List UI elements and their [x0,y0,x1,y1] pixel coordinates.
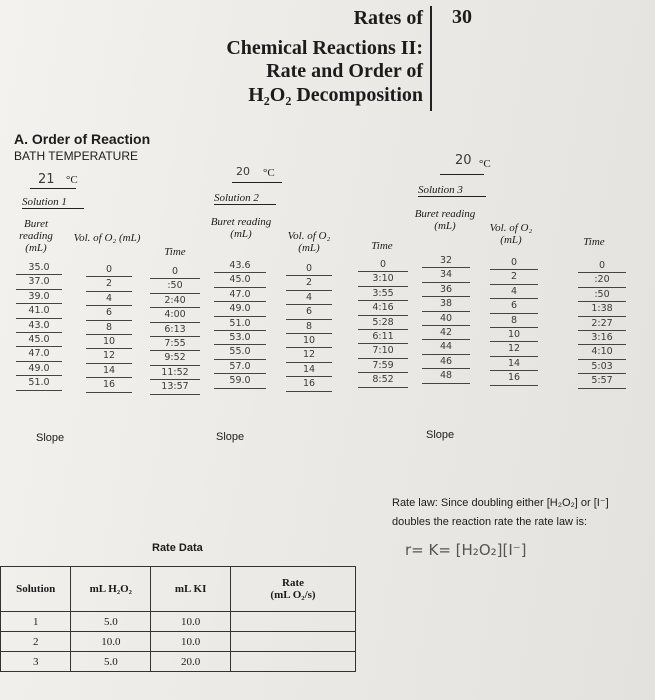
solution-3-vol-cell: 4 [490,285,538,299]
solution-3-buret-cell: 48 [422,369,470,383]
solution-3-vol-cell: 6 [490,299,538,313]
solution-3-label: Solution 3 [418,184,486,197]
solution-2-volume-column [286,262,332,392]
title-line-1: Rates of [353,7,423,29]
solution-1-time-cell: :50 [150,279,200,293]
solution-1-time-cell: 4:00 [150,308,200,322]
solution-2-time-cell: 0 [358,258,408,272]
solution-2-time-cell: 3:10 [358,272,408,286]
solution-2-time-cell: 7:10 [358,344,408,358]
rate-header-ml-ki: mL KI [151,567,231,612]
solution-3-buret-cell: 46 [422,355,470,369]
col-header-buret-3: Buret reading (mL) [414,208,476,232]
solution-2-vol-cell: 12 [286,348,332,362]
solution-3-vol-cell: 0 [490,256,538,270]
solution-1-buret-cell: 47.0 [16,347,62,361]
solution-3-time-cell: :20 [578,273,626,287]
solution-2-buret-cell: 55.0 [214,345,266,359]
rate-row [1,612,356,632]
solution-1-time-cell: 13:57 [150,380,200,394]
col-header-vol-2: Vol. of O₂ (mL) [287,230,331,254]
solution-3-buret-cell: 34 [422,268,470,282]
solution-1-vol-cell: 10 [86,335,132,349]
temp-2-unit: °C [263,167,275,179]
solution-3-time-cell: :50 [578,288,626,302]
rate-header-rate [231,567,356,612]
col-header-buret-2: Buret reading (mL) [210,216,272,240]
solution-2-buret-cell: 45.0 [214,273,266,287]
temp-1-blank [30,188,76,189]
solution-2-vol-cell: 14 [286,363,332,377]
solution-2-time-cell: 4:16 [358,301,408,315]
rate-header-rate-label: Rate [282,577,305,589]
rate-header-rate-unit: (mL O₂/s) [270,589,316,601]
col-header-vol-1: Vol. of O₂ (mL) [73,232,141,244]
section-heading: A. Order of Reaction [14,131,151,147]
solution-3-vol-cell: 12 [490,342,538,356]
solution-1-volume-column [86,263,132,393]
rate-cell: 20.0 [151,652,231,672]
temp-3-unit: °C [479,158,491,170]
solution-3-buret-column [422,254,470,384]
rate-header-ml-h2o2: mL H₂O₂ [71,567,151,612]
solution-3-time-cell: 3:16 [578,331,626,345]
solution-1-time-cell: 2:40 [150,294,200,308]
solution-3-time-cell: 2:27 [578,317,626,331]
solution-2-time-cell: 5:28 [358,316,408,330]
rate-cell [231,652,356,672]
rate-cell: 10.0 [71,632,151,652]
temp-3-value: 20 [455,153,472,168]
temp-2-blank [232,182,282,183]
slope-label-3: Slope [426,429,455,441]
solution-1-vol-cell: 6 [86,306,132,320]
solution-2-buret-cell: 53.0 [214,331,266,345]
solution-1-time-cell: 11:52 [150,366,200,380]
temp-1-value: 21 [38,172,55,187]
col-header-time-1: Time [164,246,186,258]
col-header-buret-1: Buret reading (mL) [19,218,53,254]
rate-law-answer: r= K= [H₂O₂][I⁻] [405,541,527,559]
solution-2-vol-cell: 10 [286,334,332,348]
title-line-2: Chemical Reactions II: [226,37,423,59]
rate-cell: 5.0 [71,612,151,632]
solution-3-buret-cell: 44 [422,340,470,354]
solution-2-vol-cell: 4 [286,291,332,305]
solution-3-time-cell: 0 [578,259,626,273]
temp-2-value: 20 [236,165,250,178]
solution-1-time-column [150,265,200,395]
rate-data-table [0,566,356,672]
solution-1-label: Solution 1 [22,196,84,209]
slope-label-2: Slope [216,431,245,443]
solution-2-time-cell: 6:11 [358,330,408,344]
rate-cell: 10.0 [151,612,231,632]
solution-3-buret-cell: 38 [422,297,470,311]
solution-2-vol-cell: 2 [286,276,332,290]
solution-3-vol-cell: 2 [490,270,538,284]
solution-2-label: Solution 2 [214,192,276,205]
solution-1-vol-cell: 2 [86,277,132,291]
solution-1-vol-cell: 14 [86,364,132,378]
solution-3-vol-cell: 10 [490,328,538,342]
solution-2-time-cell: 3:55 [358,287,408,301]
col-header-time-2: Time [371,240,393,252]
solution-2-vol-cell: 6 [286,305,332,319]
solution-3-buret-cell: 32 [422,254,470,268]
rate-header-solution: Solution [1,567,71,612]
solution-1-buret-cell: 39.0 [16,290,62,304]
solution-2-buret-cell: 57.0 [214,360,266,374]
solution-1-time-cell: 9:52 [150,351,200,365]
solution-2-vol-cell: 0 [286,262,332,276]
rate-row [1,652,356,672]
solution-2-vol-cell: 8 [286,320,332,334]
solution-2-vol-cell: 16 [286,377,332,391]
col-header-time-3: Time [583,236,605,248]
solution-3-time-cell: 5:03 [578,360,626,374]
title-line-4: H₂O₂ Decomposition [248,84,423,106]
rate-cell: 5.0 [71,652,151,672]
solution-1-vol-cell: 12 [86,349,132,363]
solution-2-buret-cell: 47.0 [214,288,266,302]
bath-temperature-label: BATH TEMPERATURE [14,149,139,163]
solution-2-buret-cell: 43.6 [214,259,266,273]
temp-3-blank [440,174,484,175]
experiment-number: 30 [452,6,472,28]
solution-3-vol-cell: 8 [490,314,538,328]
slope-label-1: Slope [36,432,65,444]
solution-2-time-column [358,258,408,388]
rate-law-statement: Rate law: Since doubling either [H₂O₂] or [I⁻] doubles the reaction rate the rate law is: [392,497,609,528]
solution-3-volume-column [490,256,538,386]
rate-cell: 2 [1,632,71,652]
solution-1-buret-cell: 41.0 [16,304,62,318]
rate-cell: 10.0 [151,632,231,652]
solution-2-buret-column [214,259,266,389]
solution-2-buret-cell: 51.0 [214,317,266,331]
solution-1-buret-cell: 45.0 [16,333,62,347]
solution-1-buret-cell: 43.0 [16,319,62,333]
solution-3-time-column [578,259,626,389]
solution-1-vol-cell: 16 [86,378,132,392]
rate-cell [231,632,356,652]
solution-1-buret-cell: 49.0 [16,362,62,376]
solution-3-time-cell: 4:10 [578,345,626,359]
rate-data-title: Rate Data [152,542,203,554]
rate-row [1,632,356,652]
solution-3-buret-cell: 40 [422,312,470,326]
solution-2-time-cell: 8:52 [358,373,408,387]
solution-2-buret-cell: 59.0 [214,374,266,388]
rate-cell: 3 [1,652,71,672]
solution-1-vol-cell: 4 [86,292,132,306]
solution-1-buret-column [16,261,62,391]
solution-2-buret-cell: 49.0 [214,302,266,316]
title-line-3: Rate and Order of [266,60,423,82]
solution-3-vol-cell: 16 [490,371,538,385]
solution-1-time-cell: 6:13 [150,323,200,337]
solution-1-vol-cell: 8 [86,321,132,335]
header-divider [430,6,432,111]
solution-3-time-cell: 5:57 [578,374,626,388]
temp-1-unit: °C [66,174,78,186]
rate-cell: 1 [1,612,71,632]
solution-3-buret-cell: 42 [422,326,470,340]
solution-1-buret-cell: 37.0 [16,275,62,289]
solution-2-time-cell: 7:59 [358,359,408,373]
solution-1-time-cell: 7:55 [150,337,200,351]
rate-cell [231,612,356,632]
solution-3-time-cell: 1:38 [578,302,626,316]
solution-1-vol-cell: 0 [86,263,132,277]
solution-1-buret-cell: 35.0 [16,261,62,275]
col-header-vol-3: Vol. of O₂ (mL) [489,222,533,246]
solution-1-time-cell: 0 [150,265,200,279]
solution-3-vol-cell: 14 [490,357,538,371]
solution-3-buret-cell: 36 [422,283,470,297]
solution-1-buret-cell: 51.0 [16,376,62,390]
